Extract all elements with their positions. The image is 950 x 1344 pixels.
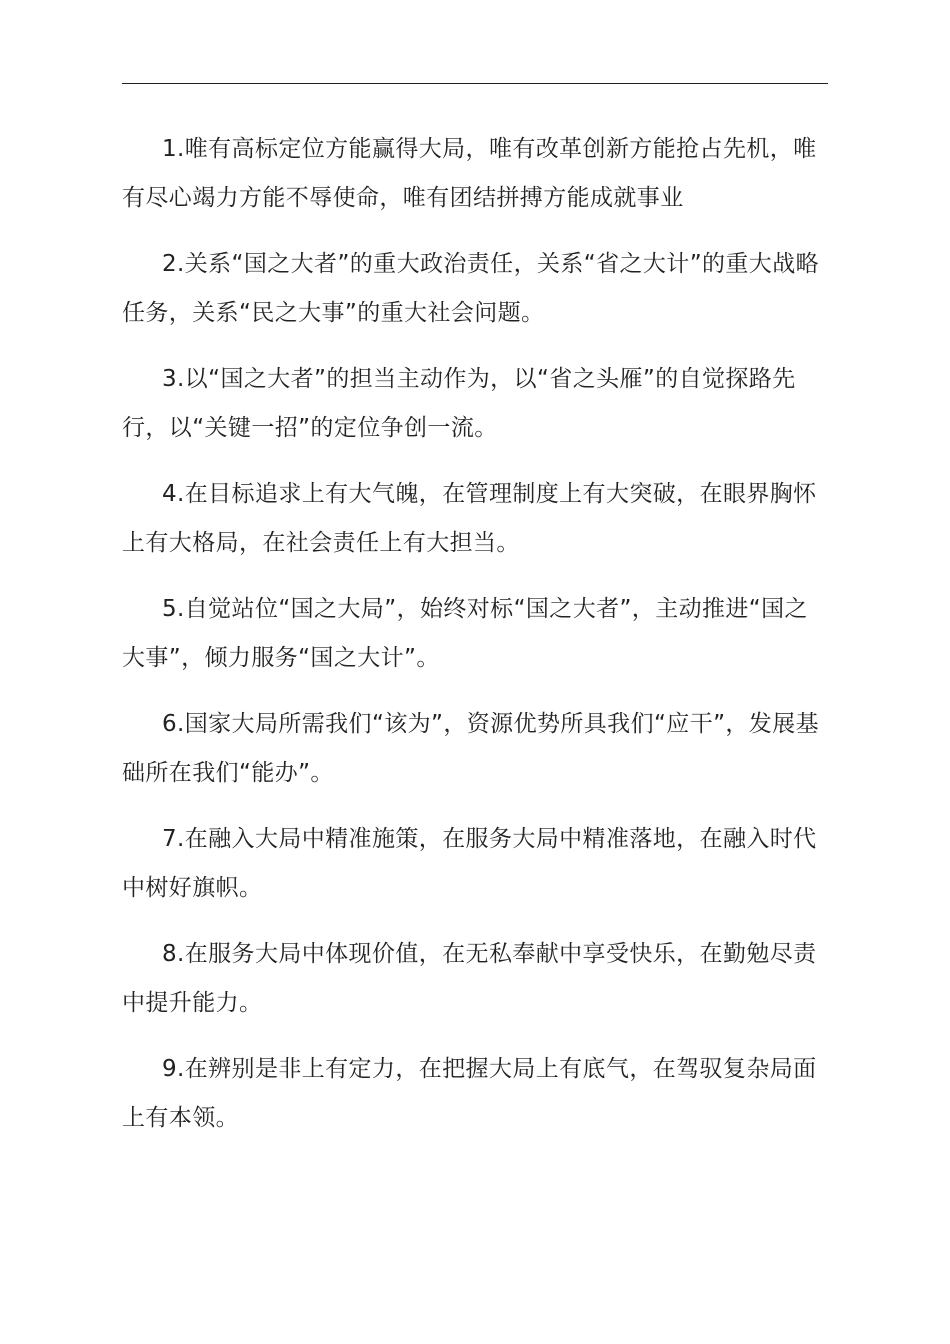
header-divider bbox=[122, 83, 828, 84]
paragraph-7: 7.在融入大局中精准施策，在服务大局中精准落地，在融入时代中树好旗帜。 bbox=[122, 826, 817, 901]
paragraph-9: 9.在辨别是非上有定力，在把握大局上有底气，在驾驭复杂局面上有本领。 bbox=[122, 1056, 817, 1131]
paragraph-4: 4.在目标追求上有大气魄，在管理制度上有大突破，在眼界胸怀上有大格局，在社会责任上有大担当。 bbox=[122, 481, 817, 556]
paragraph-5: 5.自觉站位“国之大局”，始终对标“国之大者”，主动推进“国之大事”，倾力服务“国之大计”。 bbox=[122, 596, 808, 671]
paragraph-2: 2.关系“国之大者”的重大政治责任，关系“省之大计”的重大战略任务，关系“民之大事”的重大社会问题。 bbox=[122, 251, 820, 326]
paragraph-1: 1.唯有高标定位方能赢得大局，唯有改革创新方能抢占先机，唯有尽心竭力方能不辱使命，唯有团结拼搏方能成就事业 bbox=[122, 136, 817, 211]
paragraph-8: 8.在服务大局中体现价值，在无私奉献中享受快乐，在勤勉尽责中提升能力。 bbox=[122, 941, 817, 1016]
paragraph-6: 6.国家大局所需我们“该为”，资源优势所具我们“应干”，发展基础所在我们“能办”。 bbox=[122, 711, 820, 786]
paragraph-3: 3.以“国之大者”的担当主动作为，以“省之头雁”的自觉探路先行，以“关键一招”的定位争创一流。 bbox=[122, 366, 796, 441]
document-body bbox=[122, 125, 828, 1160]
